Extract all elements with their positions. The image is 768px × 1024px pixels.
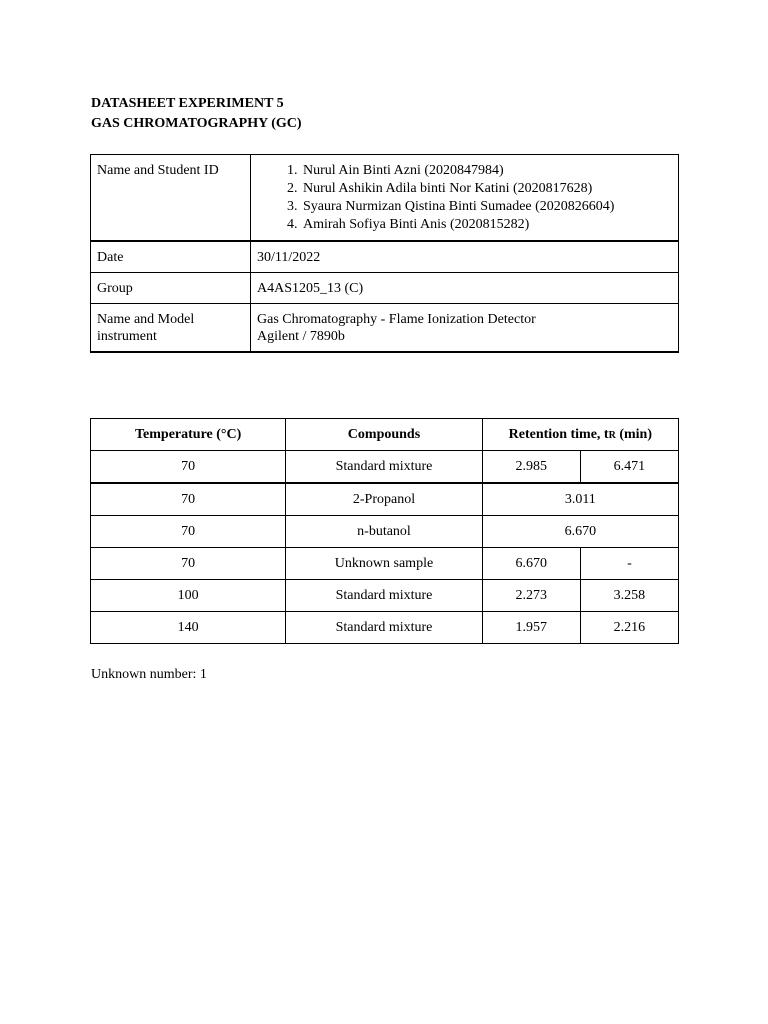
compound-cell: 2-Propanol — [286, 483, 482, 516]
retention-cell: 2.216 — [580, 612, 678, 644]
table-row — [91, 516, 679, 548]
group-label: Group — [91, 273, 251, 304]
retention-header-prefix: Retention time, t — [508, 426, 609, 442]
date-value: 30/11/2022 — [251, 241, 679, 273]
compound-cell: Standard mixture — [286, 580, 482, 612]
instrument-value — [251, 304, 679, 353]
retention-cell: 3.258 — [580, 580, 678, 612]
instrument-label-word: Model — [157, 312, 195, 327]
student-list — [257, 162, 672, 234]
temperature-cell: 70 — [91, 548, 286, 580]
instrument-value-line-2: Agilent / 7890b — [257, 329, 345, 344]
table-row — [91, 451, 679, 484]
compound-cell: Standard mixture — [286, 612, 482, 644]
header-retention-time — [482, 419, 678, 451]
table-row — [91, 548, 679, 580]
date-label: Date — [91, 241, 251, 273]
student-item: 4. Amirah Sofiya Binti Anis (2020815282) — [301, 216, 672, 234]
compound-cell: Unknown sample — [286, 548, 482, 580]
retention-cell: 6.471 — [580, 451, 678, 484]
table-row — [91, 612, 679, 644]
header-temperature: Temperature (°C) — [91, 419, 286, 451]
temperature-cell: 140 — [91, 612, 286, 644]
instrument-label-word: and — [133, 312, 155, 327]
student-info-table — [90, 154, 679, 353]
table-row — [91, 483, 679, 516]
instrument-label-line-1 — [97, 311, 244, 328]
instrument-label — [91, 304, 251, 353]
student-item: 2. Nurul Ashikin Adila binti Nor Katini (2020817628) — [301, 180, 672, 198]
retention-cell: 3.011 — [482, 483, 678, 516]
temperature-cell: 100 — [91, 580, 286, 612]
title-line-2: GAS CHROMATOGRAPHY (GC) — [91, 116, 302, 131]
info-row-names — [91, 155, 679, 242]
temperature-cell: 70 — [91, 483, 286, 516]
instrument-label-word: Name — [97, 312, 131, 327]
retention-cell: - — [580, 548, 678, 580]
student-item: 3. Syaura Nurmizan Qistina Binti Sumadee (2020826604) — [301, 198, 672, 216]
retention-cell: 6.670 — [482, 516, 678, 548]
retention-cell: 1.957 — [482, 612, 580, 644]
temperature-cell: 70 — [91, 516, 286, 548]
title-line-1: DATASHEET EXPERIMENT 5 — [91, 96, 284, 111]
temperature-cell: 70 — [91, 451, 286, 484]
retention-cell: 2.273 — [482, 580, 580, 612]
student-list-cell — [251, 155, 679, 242]
group-value: A4AS1205_13 (C) — [251, 273, 679, 304]
info-row-group — [91, 273, 679, 304]
retention-time-table — [90, 418, 679, 644]
name-label: Name and Student ID — [91, 155, 251, 242]
table-header-row — [91, 419, 679, 451]
document-title — [91, 94, 302, 134]
retention-cell: 6.670 — [482, 548, 580, 580]
student-item: 1. Nurul Ain Binti Azni (2020847984) — [301, 162, 672, 180]
table-row — [91, 580, 679, 612]
instrument-value-line-1: Gas Chromatography - Flame Ionization Detector — [257, 312, 536, 327]
instrument-label-line-2: instrument — [97, 329, 157, 344]
retention-header-subscript: R — [608, 429, 616, 441]
retention-header-suffix: (min) — [615, 426, 652, 442]
info-row-instrument — [91, 304, 679, 353]
unknown-number-note: Unknown number: 1 — [91, 667, 207, 682]
compound-cell: Standard mixture — [286, 451, 482, 484]
compound-cell: n-butanol — [286, 516, 482, 548]
retention-cell: 2.985 — [482, 451, 580, 484]
header-compounds: Compounds — [286, 419, 482, 451]
info-row-date — [91, 241, 679, 273]
